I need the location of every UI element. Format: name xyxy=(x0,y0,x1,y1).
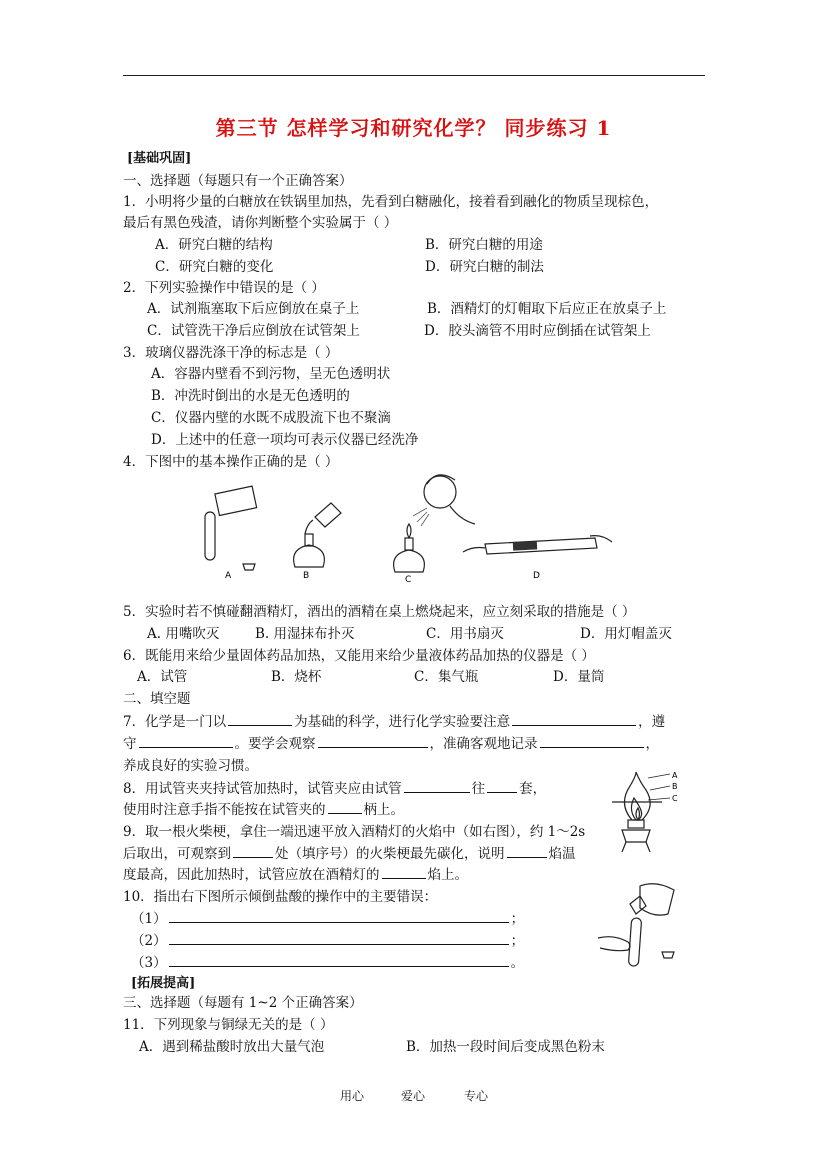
q3-option-c: C．仪器内壁的水既不成股流下也不聚滴 xyxy=(151,410,391,426)
q1-line2: 最后有黑色残渣，请你判断整个实验属于（ ） xyxy=(123,215,398,231)
q11-option-b: B．加热一段时间后变成黑色粉末 xyxy=(406,1039,605,1055)
q3-option-a: A．容器内壁看不到污物，呈无色透明状 xyxy=(151,366,391,382)
q7-text-5: 。要学会观察 xyxy=(234,736,316,752)
q10-period: 。 xyxy=(510,955,525,971)
q10-semi-1: ； xyxy=(510,911,525,927)
q9-line1: 9．取一根火柴梗，拿住一端迅速平放入酒精灯的火焰中（如右图），约 1～2s xyxy=(123,824,586,840)
q9-blank-3[interactable] xyxy=(382,864,426,879)
q1-option-c: C．研究白糖的变化 xyxy=(155,259,274,275)
q7-blank-5[interactable] xyxy=(540,733,644,748)
q10-answer-1 xyxy=(131,907,524,927)
q8-line2 xyxy=(123,798,404,818)
q6-option-b: B．烧杯 xyxy=(271,669,322,685)
q4-stem: 4．下图中的基本操作正确的是（ ） xyxy=(123,454,339,470)
flame-label-c: C xyxy=(672,794,678,803)
q7-line2 xyxy=(123,732,659,752)
flame-label-b: B xyxy=(672,782,678,791)
q7-blank-1[interactable] xyxy=(228,711,292,726)
q9-line3 xyxy=(123,863,468,883)
q6-option-c: C．集气瓶 xyxy=(414,669,479,685)
q2-option-b: B．酒精灯的灯帽取下后应正在放桌子上 xyxy=(427,301,667,317)
q10-num-2: （2） xyxy=(131,933,167,949)
q9-blank-1[interactable] xyxy=(233,843,273,858)
q5-option-c: C．用书扇灭 xyxy=(426,626,504,642)
q8-line1 xyxy=(123,777,546,797)
q1-option-b: B．研究白糖的用途 xyxy=(425,237,543,253)
figure-d-tube xyxy=(463,536,612,581)
q7-text-1: 7．化学是一门以 xyxy=(123,714,227,730)
part-two-heading: 二、填空题 xyxy=(123,691,191,707)
section-extension: [拓展提高] xyxy=(131,976,196,991)
q10-stem: 10．指出右下图所示倾倒盐酸的操作中的主要错误： xyxy=(123,889,438,905)
footer-aixin: 爱心 xyxy=(401,1089,426,1103)
fig-label-d: D xyxy=(533,571,540,581)
q1-option-d: D．研究白糖的制法 xyxy=(425,259,544,275)
q6-option-d: D．量筒 xyxy=(553,669,605,685)
q8-blank-3[interactable] xyxy=(328,799,362,814)
q10-answer-3 xyxy=(131,951,524,971)
q10-num-3: （3） xyxy=(131,955,167,971)
q7-text-2: 为基础的科学，进行化学实验要注意 xyxy=(294,714,511,730)
q10-num-1: （1） xyxy=(131,911,167,927)
q8-text-5: 柄上。 xyxy=(363,802,404,818)
q10-blank-2[interactable] xyxy=(169,930,509,945)
q7-text-3: ，遵 xyxy=(638,714,666,730)
q7-text-6: ，准确客观地记录 xyxy=(429,736,538,752)
q8-blank-2[interactable] xyxy=(487,778,517,793)
q3-option-b: B．冲洗时倒出的水是无色透明的 xyxy=(151,388,350,404)
q2-stem: 2．下列实验操作中错误的是（ ） xyxy=(123,280,325,296)
q8-text-1: 8．用试管夹夹持试管加热时，试管夹应由试管 xyxy=(123,781,402,797)
q9-text-3: 焰温 xyxy=(548,846,576,862)
q9-blank-2[interactable] xyxy=(507,843,547,858)
q7-text-4: 守 xyxy=(123,736,137,752)
q7-blank-3[interactable] xyxy=(139,733,233,748)
q8-text-4: 使用时注意手指不能按在试管夹的 xyxy=(123,802,326,818)
figure-a-pouring xyxy=(205,486,257,581)
q8-text-3: 套， xyxy=(519,781,547,797)
flame-figure xyxy=(600,768,680,860)
q7-blank-4[interactable] xyxy=(318,733,428,748)
header-rule xyxy=(123,75,705,76)
q2-option-c: C．试管洗干净后应倒放在试管架上 xyxy=(147,323,360,339)
fig-label-a: A xyxy=(225,571,232,581)
q9-text-5: 焰上。 xyxy=(427,867,468,883)
q5-stem: 5．实验时若不慎碰翻酒精灯，酒出的酒精在桌上燃烧起来，应立刻采取的措施是（ ） xyxy=(123,604,636,620)
q1-option-a: A．研究白糖的结构 xyxy=(155,237,273,253)
fig-label-c: C xyxy=(405,575,412,585)
q6-stem: 6．既能用来给少量固体药品加热，又能用来给少量液体药品加热的仪器是（ ） xyxy=(123,648,595,664)
pouring-figure xyxy=(590,878,690,973)
q2-option-d: D．胶头滴管不用时应倒插在试管架上 xyxy=(424,323,651,339)
q8-blank-1[interactable] xyxy=(404,778,470,793)
q7-line1 xyxy=(123,710,665,730)
q7-text-7: ， xyxy=(645,736,659,752)
q5-option-a: A. 用嘴吹灭 xyxy=(147,626,220,642)
q3-option-d: D．上述中的任意一项均可表示仪器已经洗净 xyxy=(151,432,419,448)
q5-option-b: B. 用湿抹布扑灭 xyxy=(255,626,355,642)
part-three-heading: 三、选择题（每题有 1~2 个正确答案） xyxy=(123,995,363,1011)
q10-answer-2 xyxy=(131,929,524,949)
part-one-heading: 一、选择题（每题只有一个正确答案） xyxy=(123,173,353,189)
figure-c-blow xyxy=(394,475,475,585)
q5-option-d: D．用灯帽盖灭 xyxy=(580,626,672,642)
q2-option-a: A．试剂瓶塞取下后应倒放在桌子上 xyxy=(147,301,360,317)
q6-option-a: A．试管 xyxy=(137,669,188,685)
fig-label-b: B xyxy=(303,571,310,581)
footer-yongxin: 用心 xyxy=(340,1089,365,1103)
q10-semi-2: ； xyxy=(510,933,525,949)
q7-blank-2[interactable] xyxy=(512,711,636,726)
q3-stem: 3．玻璃仪器洗涤干净的标志是（ ） xyxy=(123,345,339,361)
flame-label-a: A xyxy=(672,771,678,780)
q1-line1: 1．小明将少量的白糖放在铁锅里加热，先看到白糖融化，接着看到融化的物质呈现棕色， xyxy=(123,194,659,210)
figure-b-lamp xyxy=(294,503,341,581)
q9-text-4: 度最高，因此加热时，试管应放在酒精灯的 xyxy=(123,867,380,883)
q4-figure xyxy=(195,472,615,587)
q8-text-2: 往 xyxy=(471,781,486,797)
q9-line2 xyxy=(123,842,576,862)
q9-text-2: 处（填序号）的火柴梗最先碳化，说明 xyxy=(275,846,505,862)
footer-zhuanxin: 专心 xyxy=(464,1089,489,1103)
q10-blank-1[interactable] xyxy=(169,908,509,923)
q11-stem: 11．下列现象与铜绿无关的是（ ） xyxy=(123,1017,334,1033)
q11-option-a: A．遇到稀盐酸时放出大量气泡 xyxy=(139,1039,325,1055)
q10-blank-3[interactable] xyxy=(169,952,509,967)
q9-text-1: 后取出，可观察到 xyxy=(123,846,231,862)
page-title: 第三节 怎样学习和研究化学？ 同步练习 1 xyxy=(215,116,612,140)
section-basic: [基础巩固] xyxy=(127,151,192,166)
q7-line3: 养成良好的实验习惯。 xyxy=(123,758,258,774)
